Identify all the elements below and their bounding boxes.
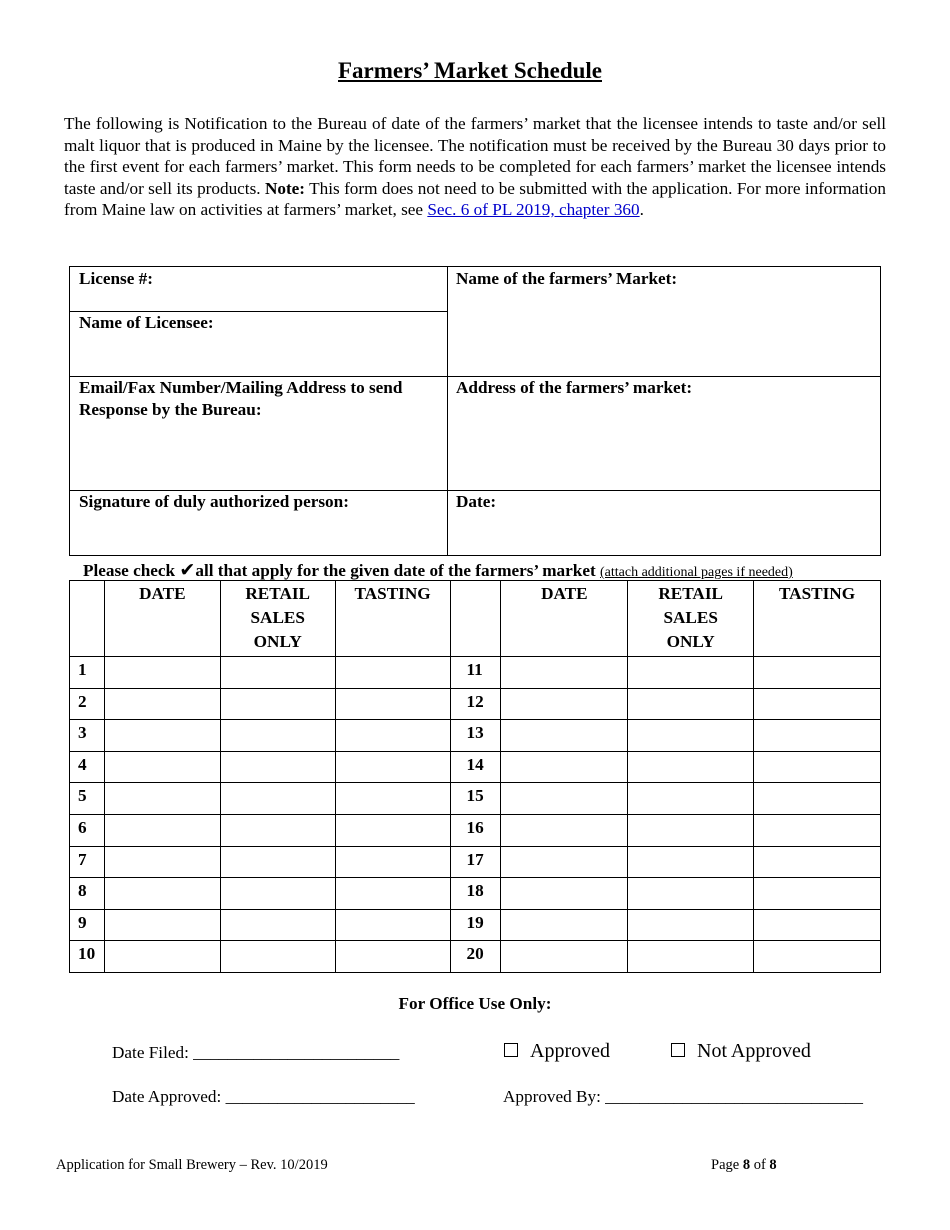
retail-sales-cell[interactable]: [628, 814, 754, 846]
date-cell[interactable]: [104, 783, 220, 815]
retail-sales-cell[interactable]: [220, 751, 335, 783]
header-retail-line-2: SALES: [250, 608, 305, 627]
intro-text-2: This form does not need to be submitted with the application. For more information from Maine law on activities at farmers’ market, see: [64, 178, 886, 219]
date-cell[interactable]: [501, 657, 628, 689]
header-retail-line-2: SALES: [663, 608, 718, 627]
row-number: 15: [450, 783, 501, 815]
note-label: Note:: [264, 178, 306, 198]
footer-page-number: [711, 1157, 777, 1174]
not-approved-label: Not Approved: [697, 1040, 811, 1062]
date-cell[interactable]: [501, 814, 628, 846]
row-number: 10: [70, 941, 105, 973]
retail-sales-cell[interactable]: [220, 720, 335, 752]
row-number: 12: [450, 688, 501, 720]
row-number: 17: [450, 846, 501, 878]
market-address-field[interactable]: Address of the farmers’ market:: [456, 378, 693, 397]
date-cell[interactable]: [501, 688, 628, 720]
row-number: 13: [450, 720, 501, 752]
current-page: 8: [742, 1157, 751, 1173]
tasting-cell[interactable]: [754, 657, 881, 689]
date-approved-field[interactable]: Date Approved: ______________________: [112, 1087, 415, 1106]
tasting-cell[interactable]: [754, 941, 881, 973]
date-cell[interactable]: [104, 909, 220, 941]
tasting-cell[interactable]: [335, 688, 450, 720]
retail-sales-cell[interactable]: [628, 878, 754, 910]
date-cell[interactable]: [501, 941, 628, 973]
tasting-cell[interactable]: [754, 720, 881, 752]
date-cell[interactable]: [501, 751, 628, 783]
header-retail-line-1: RETAIL: [245, 584, 311, 603]
of-word: of: [750, 1157, 770, 1173]
retail-sales-cell[interactable]: [628, 846, 754, 878]
header-retail-line-3: ONLY: [253, 632, 302, 651]
header-date: DATE: [501, 581, 628, 657]
table-row: [70, 720, 881, 752]
date-cell[interactable]: [104, 751, 220, 783]
license-number-field[interactable]: License #:: [79, 269, 153, 288]
tasting-cell[interactable]: [335, 878, 450, 910]
tasting-cell[interactable]: [754, 909, 881, 941]
retail-sales-cell[interactable]: [220, 941, 335, 973]
retail-sales-cell[interactable]: [628, 688, 754, 720]
licensee-info-form: [69, 266, 881, 556]
date-field[interactable]: Date:: [456, 492, 497, 511]
retail-sales-cell[interactable]: [220, 783, 335, 815]
tasting-cell[interactable]: [335, 846, 450, 878]
retail-sales-cell[interactable]: [220, 657, 335, 689]
table-row: [70, 941, 881, 973]
tasting-cell[interactable]: [754, 814, 881, 846]
header-date: DATE: [104, 581, 220, 657]
row-number: 4: [70, 751, 105, 783]
licensee-name-field[interactable]: Name of Licensee:: [79, 313, 214, 332]
signature-field[interactable]: Signature of duly authorized person:: [79, 492, 349, 511]
header-retail-sales-only: [220, 581, 335, 657]
header-number: [70, 581, 105, 657]
header-retail-line-1: RETAIL: [658, 584, 723, 603]
total-pages: 8: [769, 1157, 777, 1173]
retail-sales-cell[interactable]: [628, 909, 754, 941]
retail-sales-cell[interactable]: [220, 688, 335, 720]
date-cell[interactable]: [501, 846, 628, 878]
approved-checkbox[interactable]: [504, 1043, 518, 1057]
check-instruction: [83, 559, 793, 581]
check-instruction-before: Please check: [83, 561, 180, 580]
row-number: 11: [450, 657, 501, 689]
row-number: 7: [70, 846, 105, 878]
date-cell[interactable]: [501, 783, 628, 815]
tasting-cell[interactable]: [335, 814, 450, 846]
table-row: [70, 657, 881, 689]
approved-by-field[interactable]: Approved By: ______________________________: [503, 1087, 863, 1106]
approved-label: Approved: [530, 1040, 610, 1062]
date-cell[interactable]: [104, 941, 220, 973]
date-cell[interactable]: [104, 720, 220, 752]
date-cell[interactable]: [104, 878, 220, 910]
table-row: [70, 814, 881, 846]
date-cell[interactable]: [501, 720, 628, 752]
retail-sales-cell[interactable]: [220, 846, 335, 878]
row-number: 8: [70, 878, 105, 910]
contact-field[interactable]: Email/Fax Number/Mailing Address to send Response by the Bureau:: [79, 378, 403, 419]
retail-sales-cell[interactable]: [628, 941, 754, 973]
not-approved-option[interactable]: [671, 1040, 811, 1063]
retail-sales-cell[interactable]: [628, 657, 754, 689]
not-approved-checkbox[interactable]: [671, 1043, 685, 1057]
row-number: 9: [70, 909, 105, 941]
table-row: [70, 846, 881, 878]
schedule-table: [69, 580, 881, 973]
row-number: 2: [70, 688, 105, 720]
retail-sales-cell[interactable]: [628, 751, 754, 783]
table-row: [70, 751, 881, 783]
row-number: 6: [70, 814, 105, 846]
tasting-cell[interactable]: [754, 878, 881, 910]
table-row: [70, 783, 881, 815]
tasting-cell[interactable]: [335, 783, 450, 815]
page-title: Farmers’ Market Schedule: [338, 58, 602, 83]
retail-sales-cell[interactable]: [220, 814, 335, 846]
tasting-cell[interactable]: [754, 783, 881, 815]
tasting-cell[interactable]: [754, 751, 881, 783]
row-number: 14: [450, 751, 501, 783]
header-retail-line-3: ONLY: [666, 632, 715, 651]
row-number: 3: [70, 720, 105, 752]
tasting-cell[interactable]: [335, 751, 450, 783]
page-word: Page: [711, 1157, 743, 1173]
header-tasting: TASTING: [754, 581, 881, 657]
date-cell[interactable]: [501, 909, 628, 941]
retail-sales-cell[interactable]: [220, 878, 335, 910]
tasting-cell[interactable]: [754, 846, 881, 878]
row-number: 5: [70, 783, 105, 815]
row-number: 19: [450, 909, 501, 941]
approved-option[interactable]: [504, 1040, 610, 1063]
row-number: 1: [70, 657, 105, 689]
divider: [447, 267, 448, 555]
tasting-cell[interactable]: [335, 657, 450, 689]
date-cell[interactable]: [501, 878, 628, 910]
header-number: [450, 581, 501, 657]
date-cell[interactable]: [104, 688, 220, 720]
footer-form-name: Application for Small Brewery – Rev. 10/2019: [56, 1157, 328, 1173]
tasting-cell[interactable]: [335, 909, 450, 941]
office-use-title: For Office Use Only:: [398, 994, 552, 1013]
header-retail-sales-only: [628, 581, 754, 657]
row-number: 18: [450, 878, 501, 910]
date-cell[interactable]: [104, 814, 220, 846]
intro-text-3: .: [639, 200, 644, 219]
tasting-cell[interactable]: [335, 941, 450, 973]
retail-sales-cell[interactable]: [628, 783, 754, 815]
intro-paragraph: [64, 113, 886, 221]
checkmark-icon: ✔: [179, 559, 196, 581]
market-name-field[interactable]: Name of the farmers’ Market:: [456, 269, 678, 288]
row-number: 16: [450, 814, 501, 846]
intro-text-1: The following is Notification to the Bureau of date of the farmers’ market that the licensee intends to taste and/or sell malt liquor that is produced in Maine by the licensee. The notification must be received by the Bureau 30 days prior to the first event for each farmers’ market. This form needs to be completed for each farmers’ market the licensee intends taste and/or sell its products.: [64, 114, 886, 198]
date-cell[interactable]: [104, 846, 220, 878]
law-link[interactable]: Sec. 6 of PL 2019, chapter 360: [427, 200, 640, 219]
header-tasting: TASTING: [335, 581, 450, 657]
retail-sales-cell[interactable]: [220, 909, 335, 941]
tasting-cell[interactable]: [335, 720, 450, 752]
row-number: 20: [450, 941, 501, 973]
tasting-cell[interactable]: [754, 688, 881, 720]
attach-note: (attach additional pages if needed): [599, 565, 793, 580]
date-cell[interactable]: [104, 657, 220, 689]
table-row: [70, 909, 881, 941]
date-filed-field[interactable]: Date Filed: ________________________: [112, 1043, 400, 1062]
table-header-row: [70, 581, 881, 657]
table-row: [70, 688, 881, 720]
check-instruction-after: all that apply for the given date of the farmers’ market: [195, 561, 600, 580]
table-row: [70, 878, 881, 910]
retail-sales-cell[interactable]: [628, 720, 754, 752]
